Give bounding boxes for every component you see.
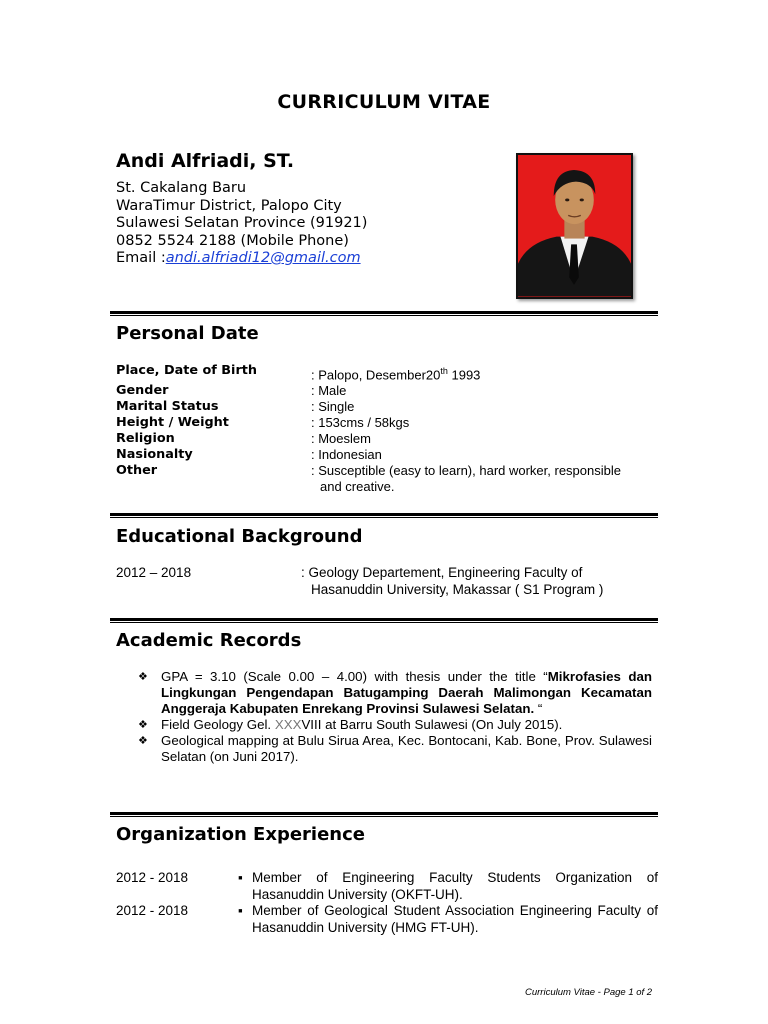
- detail-row: [116, 363, 661, 383]
- academic-item-text: GPA = 3.10 (Scale 0.00 – 4.00) with thesis under the title “Mikrofasies dan Lingkungan Pengendapan Batugamping Daerah Malimongan Kecamatan Anggeraja Kabupaten Enrekang Provinsi Sulawesi Selatan. “: [161, 669, 652, 716]
- list-item: [138, 733, 652, 765]
- organization-entry: [116, 870, 658, 903]
- contact-block: [116, 180, 367, 268]
- detail-key: Gender: [116, 383, 169, 399]
- profile-photo: [516, 153, 633, 299]
- detail-key: Place, Date of Birth: [116, 363, 257, 378]
- detail-key: Marital Status: [116, 399, 219, 415]
- academic-item-text: Field Geology Gel. XXXVIII at Barru South Sulawesi (On July 2015).: [161, 717, 563, 732]
- detail-key: Nasionalty: [116, 447, 193, 463]
- detail-row: [116, 415, 661, 431]
- personal-details: [116, 363, 661, 495]
- academic-heading: Academic Records: [116, 630, 302, 651]
- email-line: [116, 250, 367, 268]
- page-footer: Curriculum Vitae - Page 1 of 2: [525, 987, 653, 998]
- detail-value: : Susceptible (easy to learn), hard worker, responsible and creative.: [311, 463, 621, 495]
- detail-value: : 153cms / 58kgs: [311, 415, 410, 431]
- document-title: CURRICULUM VITAE: [277, 91, 491, 113]
- section-divider: [110, 618, 658, 623]
- detail-value: : Indonesian: [311, 447, 382, 463]
- phone-line: 0852 5524 2188 (Mobile Phone): [116, 232, 349, 249]
- education-years: 2012 – 2018: [116, 565, 192, 580]
- address-line: Sulawesi Selatan Province (91921): [116, 215, 368, 231]
- detail-value: : Palopo, Desember20th 1993: [311, 366, 481, 383]
- education-entry: [116, 564, 661, 598]
- diamond-bullet-icon: ❖: [138, 719, 148, 731]
- detail-row: [116, 447, 661, 463]
- detail-value: : Single: [311, 399, 355, 415]
- organization-entry: [116, 903, 658, 936]
- section-divider: [110, 812, 658, 817]
- organization-years: 2012 - 2018: [116, 870, 189, 885]
- personal-heading: Personal Date: [116, 323, 259, 344]
- address-line: WaraTimur District, Palopo City: [116, 197, 342, 214]
- education-heading: Educational Background: [116, 526, 363, 547]
- detail-key: Height / Weight: [116, 415, 229, 431]
- address-line: St. Cakalang Baru: [116, 180, 247, 196]
- education-detail: : Geology Departement, Engineering Faculty of Hasanuddin University, Makassar ( S1 Program ): [301, 565, 604, 597]
- academic-item-text: Geological mapping at Bulu Sirua Area, Kec. Bontocani, Kab. Bone, Prov. Sulawesi Selatan (on Juni 2017).: [161, 733, 652, 764]
- detail-row: [116, 383, 661, 399]
- organization-heading: Organization Experience: [116, 824, 365, 845]
- diamond-bullet-icon: ❖: [138, 735, 148, 747]
- email-link[interactable]: andi.alfriadi12@gmail.com: [165, 250, 361, 266]
- organization-text: Member of Geological Student Association Engineering Faculty of Hasanuddin University (HMG FT-UH).: [252, 903, 658, 935]
- organization-text: Member of Engineering Faculty Students Organization of Hasanuddin University (OKFT-UH).: [252, 870, 658, 902]
- detail-value: : Moeslem: [311, 431, 371, 447]
- detail-row: [116, 399, 661, 415]
- section-divider: [110, 513, 658, 518]
- organization-years: 2012 - 2018: [116, 903, 189, 918]
- detail-row: [116, 463, 661, 495]
- applicant-name: Andi Alfriadi, ST.: [116, 150, 295, 172]
- detail-row: [116, 431, 661, 447]
- section-divider: [110, 311, 658, 316]
- email-label: Email :: [116, 250, 166, 266]
- academic-list: [138, 669, 652, 765]
- detail-key: Religion: [116, 431, 175, 447]
- diamond-bullet-icon: ❖: [138, 671, 148, 683]
- list-item: [138, 717, 652, 733]
- detail-key: Other: [116, 463, 158, 479]
- square-bullet-icon: ▪: [238, 903, 243, 918]
- detail-value: : Male: [311, 383, 347, 399]
- list-item: [138, 669, 652, 717]
- square-bullet-icon: ▪: [238, 870, 243, 885]
